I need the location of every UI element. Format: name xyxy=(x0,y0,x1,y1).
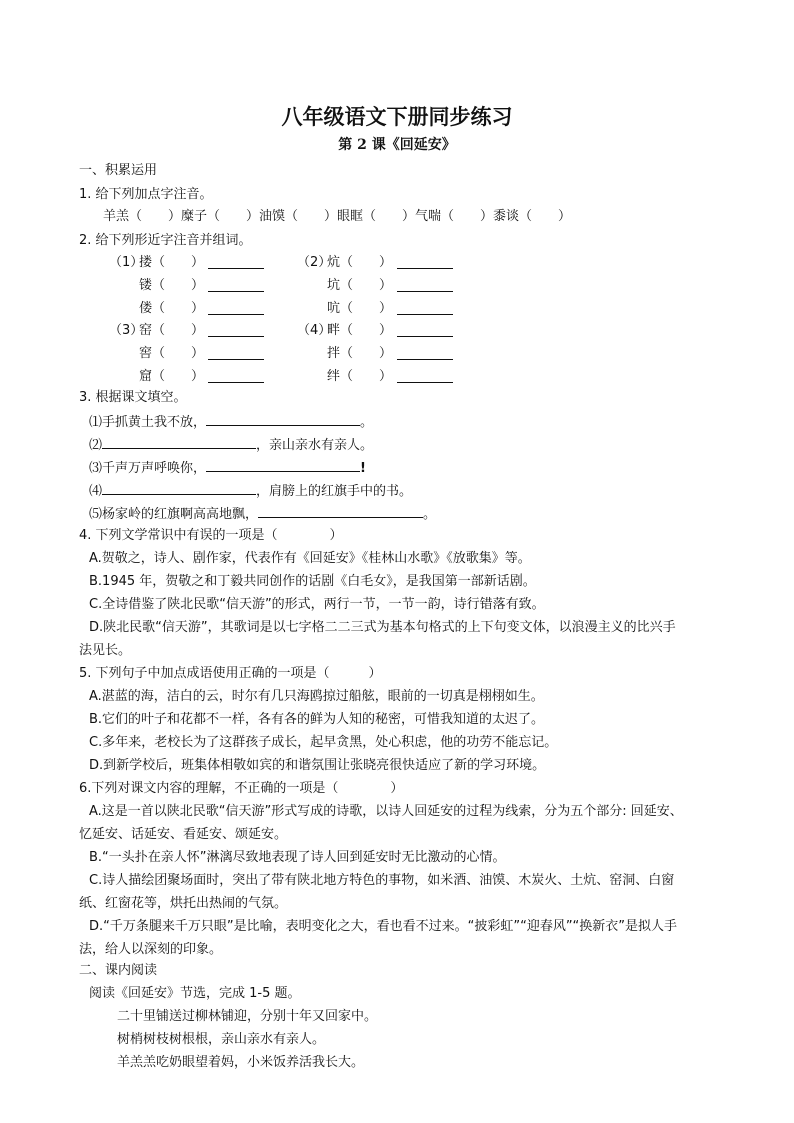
group-3-label: （3） xyxy=(109,323,144,338)
group-4-label: （4） xyxy=(297,323,332,338)
question-5-stem: 5. 下列句子中加点成语使用正确的一项是（ ） xyxy=(79,666,382,681)
fill-blank[interactable] xyxy=(258,504,423,518)
answer-blank[interactable] xyxy=(397,268,453,269)
option-a: A.贺敬之，诗人、剧作家，代表作有《回延安》《桂林山水歌》《放歌集》等。 xyxy=(89,551,531,566)
answer-blank[interactable] xyxy=(208,336,264,337)
question-3-stem: 3. 根据课文填空。 xyxy=(79,390,187,405)
option-b: B.1945 年，贺敬之和丁毅共同创作的话剧《白毛女》，是我国第一部新话剧。 xyxy=(89,574,536,589)
option-d: D.到新学校后，班集体相敬如宾的和谐氛围让张晓亮很快适应了新的学习环境。 xyxy=(89,758,546,773)
poem-line: 二十里铺送过柳林铺迎，分别十年又回家中。 xyxy=(117,1009,378,1024)
fill-blank[interactable] xyxy=(206,412,360,426)
fill-line-1 xyxy=(89,412,373,431)
question-4-stem: 4. 下列文学常识中有误的一项是（ ） xyxy=(79,528,343,543)
question-2-stem: 2. 给下列形近字注音并组词。 xyxy=(79,233,252,248)
char-item: 搂（ ） xyxy=(139,255,205,270)
section-heading: 一、积累运用 xyxy=(79,163,158,178)
fill-text: ，肩膀上的红旗手中的书。 xyxy=(256,484,413,499)
section-heading: 二、课内阅读 xyxy=(79,963,158,978)
char-item: 窑（ ） xyxy=(139,323,205,338)
char-item: 窟（ ） xyxy=(139,369,205,384)
option-d-continued: 法，给人以深刻的印象。 xyxy=(79,942,223,957)
answer-blank[interactable] xyxy=(208,359,264,360)
answer-blank[interactable] xyxy=(397,382,453,383)
answer-blank[interactable] xyxy=(208,314,264,315)
lesson-subtitle: 第 2 课《回延安》 xyxy=(338,137,456,153)
fill-line-3 xyxy=(89,458,366,477)
option-c: C.诗人描绘团聚场面时，突出了带有陕北地方特色的事物，如米酒、油馍、木炭火、土炕、窑洞、白窗 xyxy=(89,873,675,888)
option-a: A.这是一首以陕北民歌“信天游”形式写成的诗歌，以诗人回延安的过程为线索，分为五个部分: 回延安、 xyxy=(89,804,683,819)
answer-blank[interactable] xyxy=(397,314,453,315)
answer-blank[interactable] xyxy=(208,268,264,269)
option-d: D.“千万条腿来千万只眼”是比喻，表明变化之大，看也看不过来。“披彩虹”“迎春风”“换新衣”是拟人手 xyxy=(89,919,678,934)
option-d: D.陕北民歌“信天游”，其歌词是以七字格二二三式为基本句格式的上下句变文体，以浪漫主义的比兴手 xyxy=(89,620,676,635)
page-title: 八年级语文下册同步练习 xyxy=(281,104,513,129)
group-2-label: （2） xyxy=(297,255,332,270)
fill-line-5 xyxy=(89,504,436,523)
char-item: 吭（ ） xyxy=(327,301,393,316)
fill-text: ⑸杨家岭的红旗啊高高地飘， xyxy=(89,507,259,522)
group-1-label: （1） xyxy=(109,255,144,270)
answer-blank[interactable] xyxy=(208,382,264,383)
fill-text: ⑷ xyxy=(89,484,103,499)
char-item: 拌（ ） xyxy=(327,346,393,361)
char-item: 窖（ ） xyxy=(139,346,205,361)
option-d-continued: 法见长。 xyxy=(79,643,132,658)
fill-text: ⑶千声万声呼唤你， xyxy=(89,461,207,476)
char-item: 镂（ ） xyxy=(139,278,205,293)
question-6-stem: 6.下列对课文内容的理解，不正确的一项是（ ） xyxy=(79,781,404,796)
question-1-stem: 1. 给下列加点字注音。 xyxy=(79,187,213,202)
poem-line: 羊羔羔吃奶眼望着妈，小米饭养活我长大。 xyxy=(117,1055,365,1070)
char-item: 畔（ ） xyxy=(327,323,393,338)
option-c: C.多年来，老校长为了这群孩子成长，起早贪黑，处心积虑，他的功劳不能忘记。 xyxy=(89,735,558,750)
fill-blank[interactable] xyxy=(102,435,256,449)
option-c: C.全诗借鉴了陕北民歌“信天游”的形式，两行一节，一节一韵，诗行错落有致。 xyxy=(89,597,545,612)
char-item: 坑（ ） xyxy=(327,278,393,293)
fill-text: ! xyxy=(360,461,366,476)
poem-line: 树梢树枝树根根，亲山亲水有亲人。 xyxy=(117,1032,326,1047)
option-c-continued: 纸、红窗花等，烘托出热闹的气氛。 xyxy=(79,896,288,911)
answer-blank[interactable] xyxy=(397,359,453,360)
fill-text: ，亲山亲水有亲人。 xyxy=(256,438,374,453)
reading-intro: 阅读《回延安》节选，完成 1-5 题。 xyxy=(89,986,301,1001)
question-1-items: 羊羔（ ）糜子（ ）油馍（ ）眼眶（ ）气喘（ ）黍谈（ ） xyxy=(103,209,572,224)
answer-blank[interactable] xyxy=(397,291,453,292)
fill-line-2 xyxy=(89,435,373,454)
answer-blank[interactable] xyxy=(208,291,264,292)
answer-blank[interactable] xyxy=(397,336,453,337)
char-item: 炕（ ） xyxy=(327,255,393,270)
fill-text: ⑵ xyxy=(89,438,103,453)
char-item: 偻（ ） xyxy=(139,301,205,316)
fill-blank[interactable] xyxy=(102,481,256,495)
option-b: B.“一头扑在亲人怀”淋漓尽致地表现了诗人回到延安时无比激动的心情。 xyxy=(89,850,506,865)
option-b: B.它们的叶子和花都不一样，各有各的鲜为人知的秘密，可惜我知道的太迟了。 xyxy=(89,712,545,727)
fill-text: 。 xyxy=(423,507,437,522)
char-item: 绊（ ） xyxy=(327,369,393,384)
option-a: A.湛蓝的海，洁白的云，时尔有几只海鸥掠过船舷，眼前的一切真是栩栩如生。 xyxy=(89,689,544,704)
fill-text: ⑴手抓黄土我不放， xyxy=(89,415,207,430)
option-a-continued: 忆延安、话延安、看延安、颂延安。 xyxy=(79,827,288,842)
fill-text: 。 xyxy=(360,415,374,430)
fill-line-4 xyxy=(89,481,412,500)
fill-blank[interactable] xyxy=(206,458,360,472)
